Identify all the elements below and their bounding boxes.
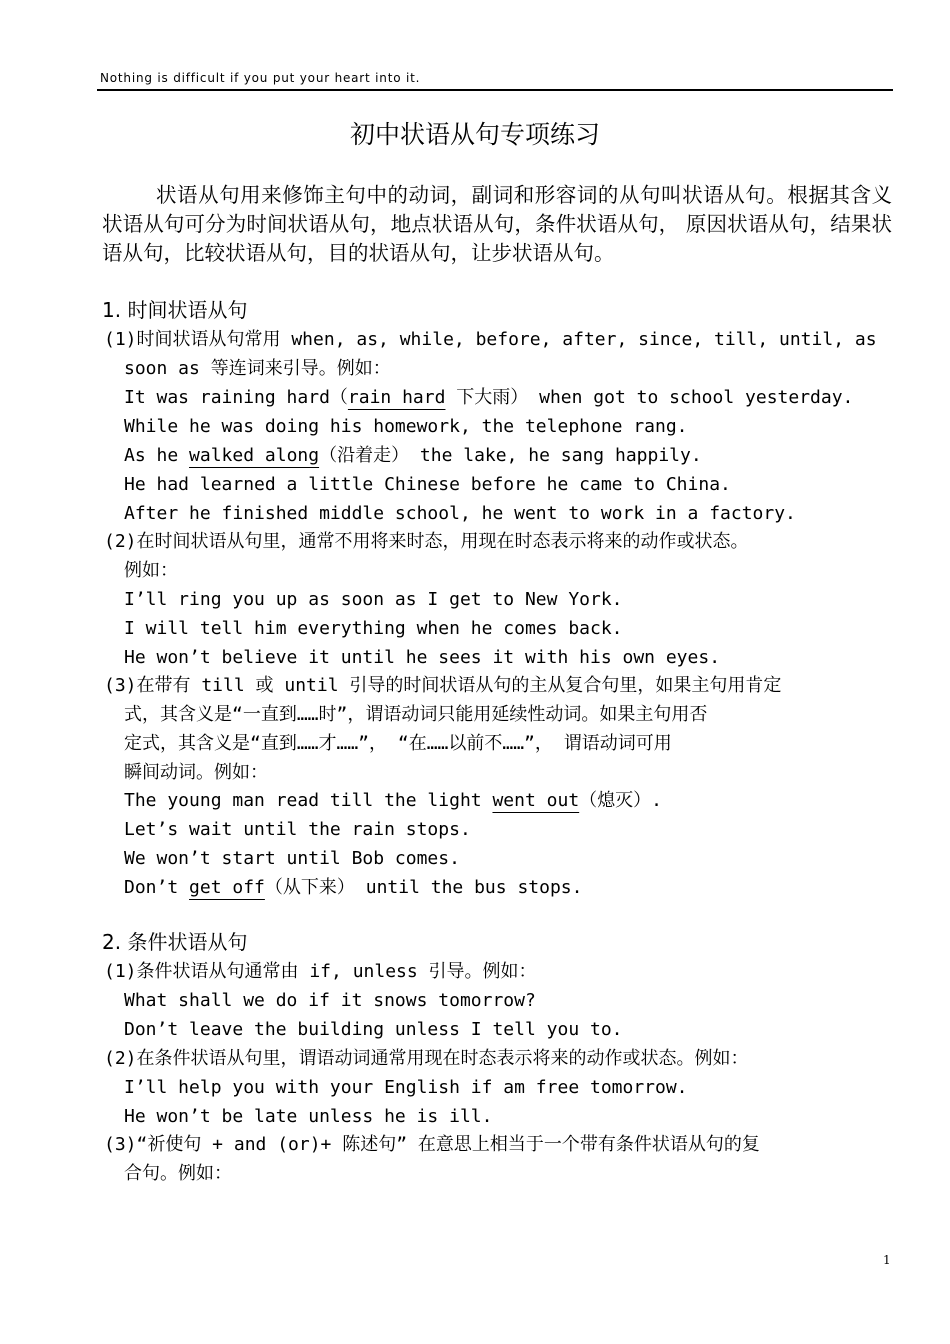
section-heading-time: 1. 时间状语从句: [102, 298, 248, 322]
cond-rule-1: (1)条件状语从句通常由 if, unless 引导。例如：: [104, 961, 537, 982]
rule-2-line-1: (2)在时间状语从句里，通常不用将来时态，用现在时态表示将来的动作或状态。: [104, 531, 749, 552]
example-text: The young man read till the light: [124, 790, 493, 811]
example-text: 下大雨） when got to school yesterday.: [445, 387, 854, 408]
example-sentence: I will tell him everything when he comes back.: [124, 618, 623, 639]
underlined-phrase: went out: [492, 790, 580, 811]
example-sentence: [124, 786, 662, 815]
example-sentence: After he finished middle school, he went to work in a factory.: [124, 503, 796, 524]
example-sentence: He won’t be late unless he is ill.: [124, 1106, 493, 1127]
underlined-phrase: get off: [189, 877, 265, 898]
header-rule: [97, 89, 893, 91]
example-text: As he: [124, 445, 190, 466]
cond-rule-3-line-2: 合句。例如：: [124, 1163, 232, 1184]
page-number: 1: [883, 1253, 891, 1267]
intro-paragraph: 状语从句用来修饰主句中的动词，副词和形容词的从句叫状语从句。根据其含义状语从句可分为时间状语从句，地点状语从句，条件状语从句， 原因状语从句，结果状语从句，比较状语从句，目的状语从句，让步状语从句。: [102, 183, 892, 265]
rule-3-line-3: 定式，其含义是“直到……才……”， “在……以前不……”， 谓语动词可用: [124, 733, 672, 754]
example-sentence: [124, 873, 582, 902]
example-sentence: [124, 383, 853, 412]
example-sentence: Don’t leave the building unless I tell you to.: [124, 1019, 623, 1040]
example-sentence: He won’t believe it until he sees it with his own eyes.: [124, 647, 721, 668]
rule-3-line-4: 瞬间动词。例如：: [124, 762, 268, 783]
example-sentence: We won’t start until Bob comes.: [124, 848, 460, 869]
rule-3-line-2: 式，其含义是“一直到……时”，谓语动词只能用延续性动词。如果主句用否: [124, 704, 708, 725]
header-motto: Nothing is difficult if you put your heart into it.: [100, 71, 421, 85]
rule-1-line-2: soon as 等连词来引导。例如：: [124, 358, 391, 379]
example-sentence: What shall we do if it snows tomorrow?: [124, 990, 536, 1011]
example-text: Don’t: [124, 877, 190, 898]
section-heading-condition: 2. 条件状语从句: [102, 930, 248, 954]
example-text: It was raining hard（: [124, 387, 348, 408]
example-sentence: I’ll help you with your English if am free tomorrow.: [124, 1077, 688, 1098]
rule-2-line-2: 例如：: [124, 560, 178, 581]
example-sentence: I’ll ring you up as soon as I get to New York.: [124, 589, 623, 610]
rule-3-line-1: (3)在带有 till 或 until 引导的时间状语从句的主从复合句里，如果主句用肯定: [104, 675, 782, 696]
example-sentence: While he was doing his homework, the telephone rang.: [124, 416, 688, 437]
example-text: （从下来） until the bus stops.: [264, 877, 583, 898]
cond-rule-2: (2)在条件状语从句里，谓语动词通常用现在时态表示将来的动作或状态。例如：: [104, 1048, 749, 1069]
rule-1-line-1: (1)时间状语从句常用 when, as, while, before, after, since, till, until, as: [104, 329, 877, 350]
example-sentence: Let’s wait until the rain stops.: [124, 819, 471, 840]
underlined-phrase: walked along: [189, 445, 320, 466]
example-text: （熄灭）.: [579, 790, 663, 811]
underlined-phrase: rain hard: [347, 387, 446, 408]
cond-rule-3-line-1: (3)“祈使句 + and (or)+ 陈述句” 在意思上相当于一个带有条件状语从句的复: [104, 1134, 760, 1155]
example-sentence: He had learned a little Chinese before he came to China.: [124, 474, 731, 495]
example-text: （沿着走） the lake, he sang happily.: [319, 445, 702, 466]
example-sentence: [124, 441, 702, 470]
page-title: 初中状语从句专项练习: [349, 120, 600, 149]
